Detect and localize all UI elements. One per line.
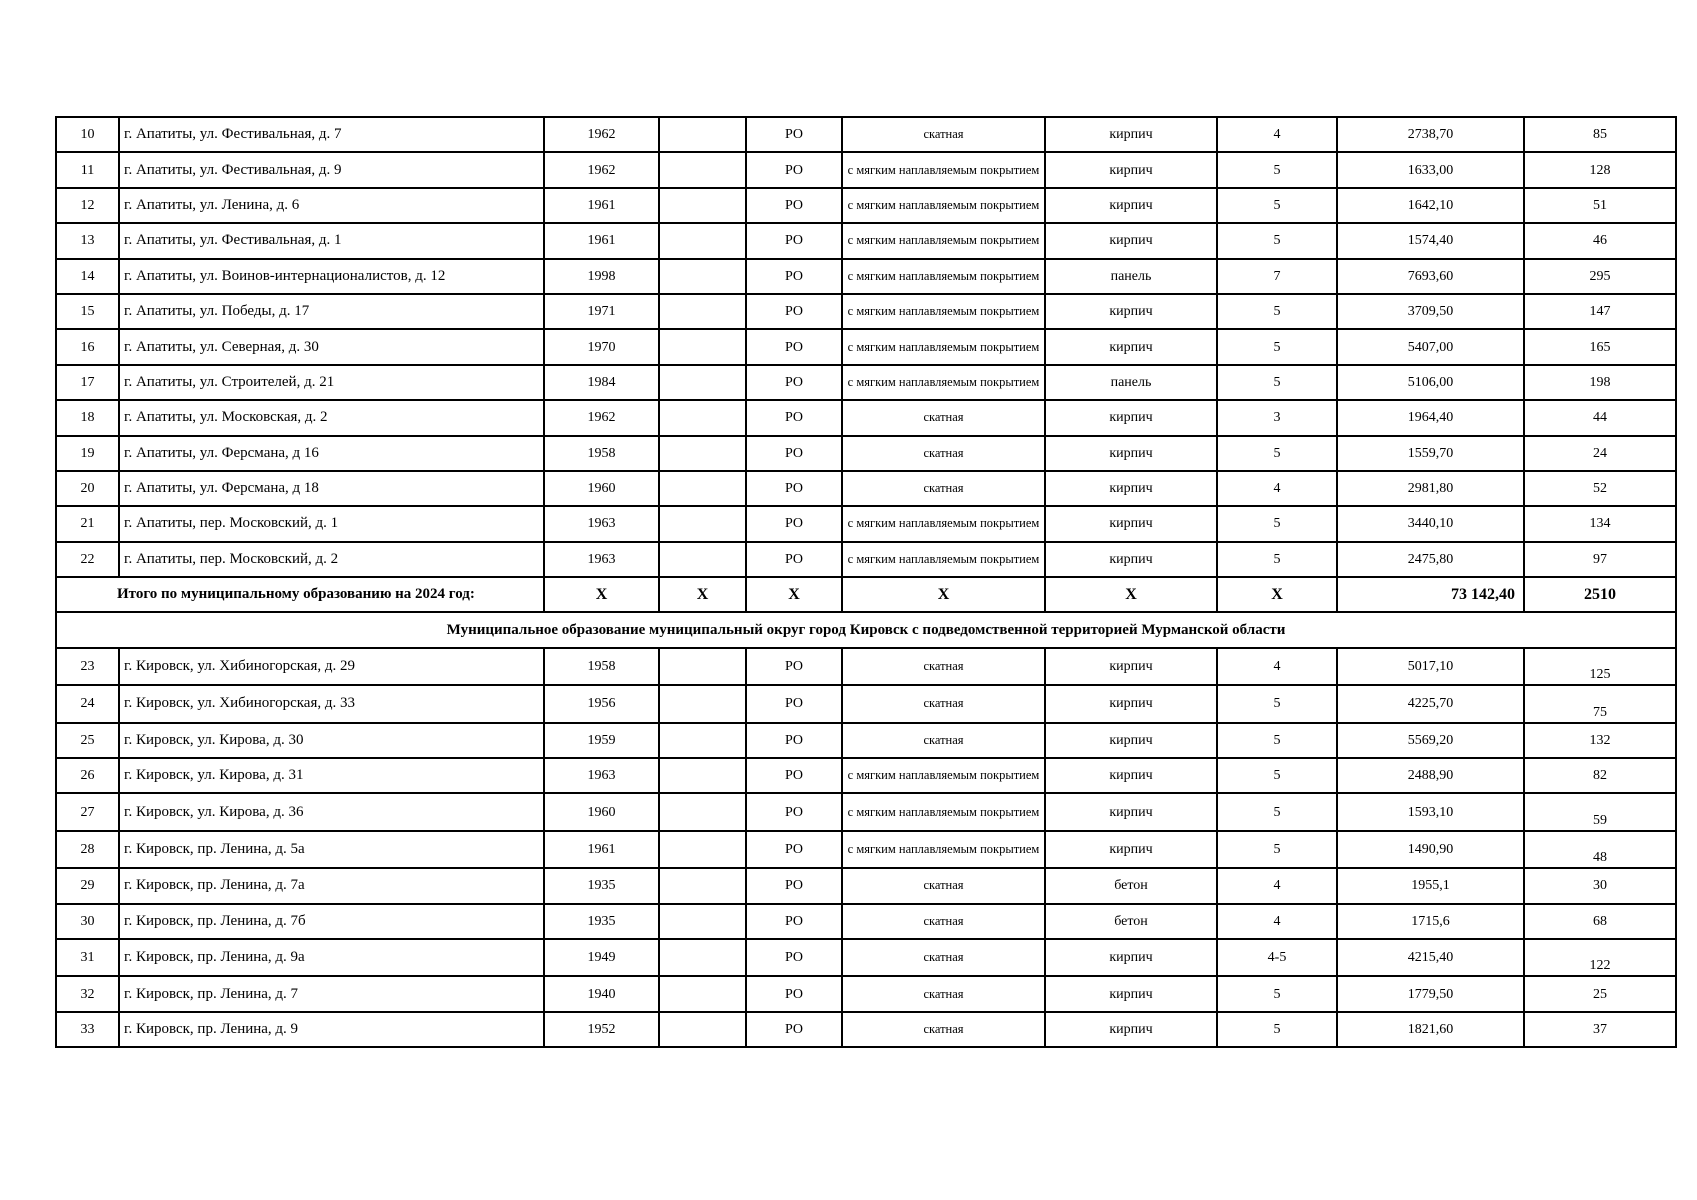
cell-residents: 25	[1524, 976, 1676, 1011]
cell-wall: кирпич	[1045, 329, 1217, 364]
cell-year: 1963	[544, 758, 659, 793]
cell-floors: 5	[1217, 976, 1337, 1011]
cell-residents: 122	[1524, 939, 1676, 976]
cell-wall: панель	[1045, 259, 1217, 294]
cell-residents: 68	[1524, 904, 1676, 939]
cell-floors: 5	[1217, 831, 1337, 868]
cell-residents: 132	[1524, 723, 1676, 758]
cell-floors: 5	[1217, 223, 1337, 258]
cell-wall: кирпич	[1045, 152, 1217, 187]
cell-area: 1593,10	[1337, 793, 1524, 830]
cell-year: 1960	[544, 471, 659, 506]
cell-n: 12	[56, 188, 119, 223]
table-row	[56, 868, 1676, 903]
cell-floors: 5	[1217, 542, 1337, 577]
cell-residents: 48	[1524, 831, 1676, 868]
cell-floors: 5	[1217, 365, 1337, 400]
cell-area: 3440,10	[1337, 506, 1524, 541]
cell-address: г. Апатиты, пер. Московский, д. 2	[119, 542, 544, 577]
cell-area: 1559,70	[1337, 436, 1524, 471]
cell-ro: РО	[746, 259, 842, 294]
cell-area: 2981,80	[1337, 471, 1524, 506]
cell-address: г. Апатиты, ул. Северная, д. 30	[119, 329, 544, 364]
table-row	[56, 117, 1676, 152]
cell-year: 1962	[544, 400, 659, 435]
cell-floors: 4	[1217, 904, 1337, 939]
cell-roof: с мягким наплавляемым покрытием	[842, 365, 1045, 400]
cell-n: 16	[56, 329, 119, 364]
cell-address: г. Апатиты, ул. Фестивальная, д. 9	[119, 152, 544, 187]
cell-floors: 7	[1217, 259, 1337, 294]
cell-wall: кирпич	[1045, 793, 1217, 830]
cell-roof: с мягким наплавляемым покрытием	[842, 831, 1045, 868]
cell-residents: 51	[1524, 188, 1676, 223]
cell-wall: кирпич	[1045, 223, 1217, 258]
cell-year: 1962	[544, 152, 659, 187]
cell-roof: скатная	[842, 868, 1045, 903]
cell-address: г. Кировск, пр. Ленина, д. 7	[119, 976, 544, 1011]
cell-wall: кирпич	[1045, 976, 1217, 1011]
table-row	[56, 976, 1676, 1011]
cell-address: г. Кировск, пр. Ленина, д. 9	[119, 1012, 544, 1047]
cell-col4	[659, 831, 746, 868]
cell-year: 1998	[544, 259, 659, 294]
table-row	[56, 223, 1676, 258]
total-residents: 2510	[1524, 577, 1676, 612]
table-row	[56, 939, 1676, 976]
cell-roof: с мягким наплавляемым покрытием	[842, 294, 1045, 329]
cell-floors: 5	[1217, 758, 1337, 793]
cell-col4	[659, 152, 746, 187]
table-row	[56, 329, 1676, 364]
cell-wall: кирпич	[1045, 648, 1217, 685]
cell-address: г. Апатиты, ул. Ленина, д. 6	[119, 188, 544, 223]
cell-ro: РО	[746, 904, 842, 939]
cell-residents: 30	[1524, 868, 1676, 903]
cell-address: г. Апатиты, ул. Московская, д. 2	[119, 400, 544, 435]
cell-residents: 82	[1524, 758, 1676, 793]
table-row	[56, 152, 1676, 187]
cell-address: г. Апатиты, ул. Ферсмана, д 16	[119, 436, 544, 471]
table-body-kirovsk	[56, 648, 1676, 1047]
cell-roof: скатная	[842, 939, 1045, 976]
cell-year: 1970	[544, 329, 659, 364]
cell-residents: 37	[1524, 1012, 1676, 1047]
cell-roof: с мягким наплавляемым покрытием	[842, 542, 1045, 577]
table-row	[56, 793, 1676, 830]
cell-n: 22	[56, 542, 119, 577]
cell-floors: 4	[1217, 117, 1337, 152]
cell-floors: 5	[1217, 436, 1337, 471]
cell-wall: кирпич	[1045, 294, 1217, 329]
housing-registry-table	[55, 116, 1677, 1048]
cell-residents: 44	[1524, 400, 1676, 435]
cell-area: 5569,20	[1337, 723, 1524, 758]
table-body-apatity	[56, 117, 1676, 577]
cell-wall: кирпич	[1045, 400, 1217, 435]
cell-floors: 5	[1217, 188, 1337, 223]
cell-address: г. Кировск, пр. Ленина, д. 7б	[119, 904, 544, 939]
cell-wall: кирпич	[1045, 831, 1217, 868]
cell-n: 21	[56, 506, 119, 541]
total-x-col4: Х	[659, 577, 746, 612]
cell-ro: РО	[746, 188, 842, 223]
cell-floors: 3	[1217, 400, 1337, 435]
total-x-year: Х	[544, 577, 659, 612]
cell-roof: скатная	[842, 723, 1045, 758]
cell-year: 1984	[544, 365, 659, 400]
cell-residents: 85	[1524, 117, 1676, 152]
cell-residents: 52	[1524, 471, 1676, 506]
cell-roof: с мягким наплавляемым покрытием	[842, 758, 1045, 793]
cell-floors: 5	[1217, 506, 1337, 541]
cell-n: 23	[56, 648, 119, 685]
cell-year: 1961	[544, 831, 659, 868]
cell-n: 15	[56, 294, 119, 329]
cell-area: 1633,00	[1337, 152, 1524, 187]
cell-year: 1960	[544, 793, 659, 830]
cell-ro: РО	[746, 400, 842, 435]
cell-wall: кирпич	[1045, 436, 1217, 471]
cell-area: 1955,1	[1337, 868, 1524, 903]
cell-floors: 4	[1217, 471, 1337, 506]
cell-address: г. Кировск, пр. Ленина, д. 9а	[119, 939, 544, 976]
cell-n: 20	[56, 471, 119, 506]
cell-address: г. Апатиты, ул. Фестивальная, д. 7	[119, 117, 544, 152]
cell-ro: РО	[746, 294, 842, 329]
cell-area: 7693,60	[1337, 259, 1524, 294]
cell-area: 1779,50	[1337, 976, 1524, 1011]
total-row	[56, 577, 1676, 612]
cell-address: г. Кировск, ул. Хибиногорская, д. 29	[119, 648, 544, 685]
total-area: 73 142,40	[1337, 577, 1524, 612]
cell-floors: 4-5	[1217, 939, 1337, 976]
cell-area: 1964,40	[1337, 400, 1524, 435]
cell-ro: РО	[746, 939, 842, 976]
cell-address: г. Апатиты, ул. Воинов-интернационалистов, д. 12	[119, 259, 544, 294]
cell-ro: РО	[746, 436, 842, 471]
cell-col4	[659, 793, 746, 830]
table-row	[56, 259, 1676, 294]
cell-address: г. Апатиты, ул. Строителей, д. 21	[119, 365, 544, 400]
cell-roof: с мягким наплавляемым покрытием	[842, 188, 1045, 223]
cell-year: 1961	[544, 188, 659, 223]
cell-col4	[659, 939, 746, 976]
table-row	[56, 648, 1676, 685]
cell-floors: 5	[1217, 294, 1337, 329]
cell-wall: кирпич	[1045, 506, 1217, 541]
table-row	[56, 1012, 1676, 1047]
cell-year: 1959	[544, 723, 659, 758]
table-total-block	[56, 577, 1676, 648]
cell-floors: 5	[1217, 329, 1337, 364]
cell-roof: скатная	[842, 400, 1045, 435]
cell-year: 1935	[544, 868, 659, 903]
cell-year: 1940	[544, 976, 659, 1011]
cell-address: г. Кировск, ул. Кирова, д. 30	[119, 723, 544, 758]
table-row	[56, 723, 1676, 758]
cell-ro: РО	[746, 976, 842, 1011]
cell-col4	[659, 223, 746, 258]
total-x-roof: Х	[842, 577, 1045, 612]
cell-ro: РО	[746, 223, 842, 258]
cell-ro: РО	[746, 365, 842, 400]
cell-n: 29	[56, 868, 119, 903]
cell-col4	[659, 904, 746, 939]
table-row	[56, 365, 1676, 400]
cell-col4	[659, 471, 746, 506]
cell-col4	[659, 294, 746, 329]
cell-ro: РО	[746, 758, 842, 793]
cell-ro: РО	[746, 685, 842, 722]
cell-address: г. Апатиты, ул. Победы, д. 17	[119, 294, 544, 329]
cell-residents: 295	[1524, 259, 1676, 294]
cell-roof: скатная	[842, 904, 1045, 939]
cell-roof: с мягким наплавляемым покрытием	[842, 152, 1045, 187]
cell-roof: с мягким наплавляемым покрытием	[842, 259, 1045, 294]
cell-address: г. Кировск, ул. Кирова, д. 36	[119, 793, 544, 830]
cell-ro: РО	[746, 648, 842, 685]
cell-ro: РО	[746, 1012, 842, 1047]
cell-n: 26	[56, 758, 119, 793]
section-header-row	[56, 612, 1676, 647]
cell-address: г. Кировск, ул. Хибиногорская, д. 33	[119, 685, 544, 722]
table-row	[56, 400, 1676, 435]
total-x-wall: Х	[1045, 577, 1217, 612]
cell-residents: 24	[1524, 436, 1676, 471]
total-x-ro: Х	[746, 577, 842, 612]
cell-ro: РО	[746, 542, 842, 577]
cell-year: 1958	[544, 648, 659, 685]
cell-wall: кирпич	[1045, 542, 1217, 577]
cell-floors: 5	[1217, 723, 1337, 758]
cell-residents: 97	[1524, 542, 1676, 577]
cell-address: г. Кировск, пр. Ленина, д. 5а	[119, 831, 544, 868]
cell-roof: скатная	[842, 471, 1045, 506]
cell-area: 1642,10	[1337, 188, 1524, 223]
cell-roof: с мягким наплавляемым покрытием	[842, 793, 1045, 830]
cell-year: 1962	[544, 117, 659, 152]
cell-ro: РО	[746, 723, 842, 758]
cell-n: 31	[56, 939, 119, 976]
cell-ro: РО	[746, 329, 842, 364]
table-row	[56, 294, 1676, 329]
cell-wall: кирпич	[1045, 685, 1217, 722]
cell-n: 33	[56, 1012, 119, 1047]
cell-roof: скатная	[842, 685, 1045, 722]
cell-year: 1949	[544, 939, 659, 976]
cell-floors: 5	[1217, 793, 1337, 830]
cell-roof: с мягким наплавляемым покрытием	[842, 223, 1045, 258]
cell-floors: 5	[1217, 152, 1337, 187]
cell-col4	[659, 976, 746, 1011]
cell-n: 14	[56, 259, 119, 294]
cell-year: 1958	[544, 436, 659, 471]
cell-n: 32	[56, 976, 119, 1011]
cell-wall: кирпич	[1045, 723, 1217, 758]
section-title: Муниципальное образование муниципальный округ город Кировск с подведомственной территорией Мурманской области	[56, 612, 1676, 647]
cell-col4	[659, 685, 746, 722]
cell-ro: РО	[746, 471, 842, 506]
cell-area: 1490,90	[1337, 831, 1524, 868]
cell-roof: с мягким наплавляемым покрытием	[842, 329, 1045, 364]
cell-ro: РО	[746, 868, 842, 903]
cell-col4	[659, 542, 746, 577]
cell-n: 18	[56, 400, 119, 435]
cell-col4	[659, 648, 746, 685]
cell-address: г. Апатиты, пер. Московский, д. 1	[119, 506, 544, 541]
cell-area: 1715,6	[1337, 904, 1524, 939]
table-row	[56, 436, 1676, 471]
cell-col4	[659, 259, 746, 294]
cell-col4	[659, 188, 746, 223]
cell-col4	[659, 117, 746, 152]
cell-residents: 128	[1524, 152, 1676, 187]
cell-roof: скатная	[842, 1012, 1045, 1047]
cell-wall: кирпич	[1045, 117, 1217, 152]
table-row	[56, 506, 1676, 541]
cell-n: 25	[56, 723, 119, 758]
table-row	[56, 471, 1676, 506]
cell-ro: РО	[746, 506, 842, 541]
cell-residents: 75	[1524, 685, 1676, 722]
cell-wall: бетон	[1045, 904, 1217, 939]
cell-residents: 147	[1524, 294, 1676, 329]
cell-wall: панель	[1045, 365, 1217, 400]
cell-roof: с мягким наплавляемым покрытием	[842, 506, 1045, 541]
cell-n: 30	[56, 904, 119, 939]
total-x-floors: Х	[1217, 577, 1337, 612]
cell-n: 11	[56, 152, 119, 187]
cell-wall: кирпич	[1045, 188, 1217, 223]
table-row	[56, 904, 1676, 939]
cell-area: 3709,50	[1337, 294, 1524, 329]
cell-ro: РО	[746, 152, 842, 187]
cell-col4	[659, 436, 746, 471]
cell-area: 5106,00	[1337, 365, 1524, 400]
cell-residents: 59	[1524, 793, 1676, 830]
cell-n: 10	[56, 117, 119, 152]
cell-wall: кирпич	[1045, 758, 1217, 793]
cell-residents: 198	[1524, 365, 1676, 400]
cell-area: 1574,40	[1337, 223, 1524, 258]
cell-col4	[659, 506, 746, 541]
cell-wall: кирпич	[1045, 1012, 1217, 1047]
table-row	[56, 685, 1676, 722]
cell-n: 24	[56, 685, 119, 722]
cell-roof: скатная	[842, 976, 1045, 1011]
cell-roof: скатная	[842, 648, 1045, 685]
cell-year: 1963	[544, 506, 659, 541]
cell-residents: 165	[1524, 329, 1676, 364]
cell-ro: РО	[746, 793, 842, 830]
cell-floors: 5	[1217, 1012, 1337, 1047]
cell-floors: 5	[1217, 685, 1337, 722]
cell-n: 17	[56, 365, 119, 400]
cell-col4	[659, 758, 746, 793]
cell-year: 1963	[544, 542, 659, 577]
table-row	[56, 831, 1676, 868]
cell-address: г. Апатиты, ул. Ферсмана, д 18	[119, 471, 544, 506]
cell-area: 4225,70	[1337, 685, 1524, 722]
cell-n: 19	[56, 436, 119, 471]
cell-floors: 4	[1217, 868, 1337, 903]
cell-year: 1956	[544, 685, 659, 722]
cell-residents: 134	[1524, 506, 1676, 541]
cell-address: г. Кировск, ул. Кирова, д. 31	[119, 758, 544, 793]
cell-n: 27	[56, 793, 119, 830]
cell-area: 5017,10	[1337, 648, 1524, 685]
cell-col4	[659, 365, 746, 400]
cell-address: г. Кировск, пр. Ленина, д. 7а	[119, 868, 544, 903]
cell-area: 2488,90	[1337, 758, 1524, 793]
cell-area: 5407,00	[1337, 329, 1524, 364]
table-row	[56, 188, 1676, 223]
cell-area: 2475,80	[1337, 542, 1524, 577]
cell-col4	[659, 1012, 746, 1047]
cell-wall: бетон	[1045, 868, 1217, 903]
cell-ro: РО	[746, 117, 842, 152]
cell-year: 1935	[544, 904, 659, 939]
cell-wall: кирпич	[1045, 471, 1217, 506]
cell-residents: 125	[1524, 648, 1676, 685]
table-row	[56, 758, 1676, 793]
cell-n: 13	[56, 223, 119, 258]
cell-roof: скатная	[842, 436, 1045, 471]
cell-ro: РО	[746, 831, 842, 868]
cell-roof: скатная	[842, 117, 1045, 152]
cell-col4	[659, 868, 746, 903]
table-row	[56, 542, 1676, 577]
cell-year: 1971	[544, 294, 659, 329]
cell-year: 1961	[544, 223, 659, 258]
cell-n: 28	[56, 831, 119, 868]
cell-wall: кирпич	[1045, 939, 1217, 976]
cell-year: 1952	[544, 1012, 659, 1047]
cell-col4	[659, 329, 746, 364]
cell-area: 4215,40	[1337, 939, 1524, 976]
cell-area: 1821,60	[1337, 1012, 1524, 1047]
cell-address: г. Апатиты, ул. Фестивальная, д. 1	[119, 223, 544, 258]
cell-col4	[659, 723, 746, 758]
cell-col4	[659, 400, 746, 435]
total-label: Итого по муниципальному образованию на 2024 год:	[56, 577, 544, 612]
cell-residents: 46	[1524, 223, 1676, 258]
cell-floors: 4	[1217, 648, 1337, 685]
cell-area: 2738,70	[1337, 117, 1524, 152]
